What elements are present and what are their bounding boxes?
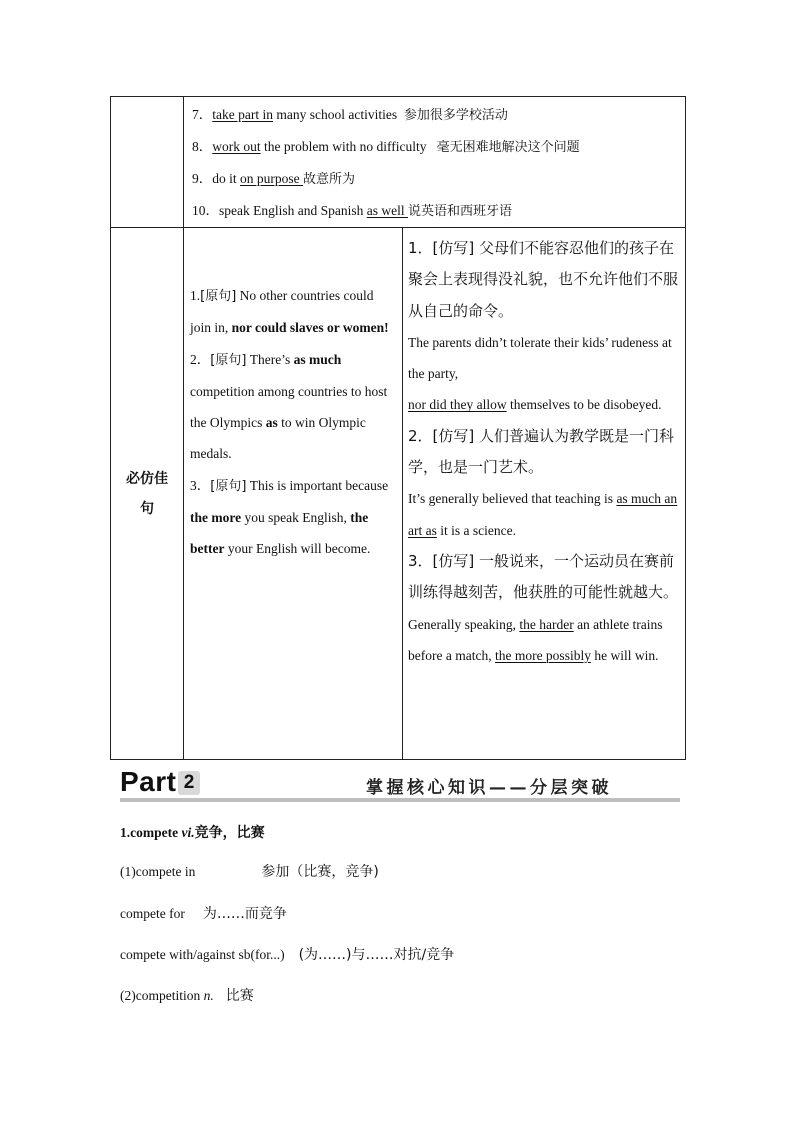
phrase-item: 7．take part in many school activities 参加很多学校活动 [192, 107, 508, 123]
phrase-item: 8．work out the problem with no difficulty 毫无困难地解决这个问题 [192, 139, 580, 155]
part-number-badge: 2 [178, 771, 200, 795]
original-sentence-3: 3．[原句] This is important because the more you speak English, the better your English will become. [190, 477, 389, 557]
imitation-3: 3．[仿写] 一般说来，一个运动员在赛前训练得越刻苦，他获胜的可能性就越大。 Generally speaking, the harder an athlete trains before a match, the more possibly he will win. [408, 551, 679, 663]
phrase-item: 9．do it on purpose 故意所为 [192, 171, 356, 187]
phrase-item: 10．speak English and Spanish as well 说英语和西班牙语 [192, 203, 513, 219]
section-label: 必仿佳 句 [111, 228, 184, 760]
original-sentence-2: 2．[原句] There’s as much competition among countries to host the Olympics as to win Olympic medals. [190, 351, 388, 462]
answer-blank: take part in [212, 107, 273, 122]
sentence-table [110, 96, 686, 760]
part-divider [120, 798, 680, 802]
knowledge-line: (1)compete in 参加（比赛，竞争) [120, 864, 379, 880]
original-sentence-1: 1.[原句] No other countries could join in, nor could slaves or women! [190, 288, 389, 336]
imitation-2: 2．[仿写] 人们普遍认为教学既是一门科学，也是一门艺术。 It’s generally believed that teaching is as much an art as it is a science. [408, 426, 678, 538]
empty-label-cell [111, 97, 184, 228]
answer-blank: nor did they allow [408, 397, 507, 413]
answer-blank: on purpose [240, 171, 304, 186]
original-sentences-cell [184, 228, 403, 760]
knowledge-line: compete for 为……而竞争 [120, 906, 287, 922]
answer-blank: the more possibly [494, 647, 591, 663]
knowledge-line: (2)competition n. 比赛 [120, 988, 254, 1004]
knowledge-line: compete with/against sb(for...) (为……)与……对抗/竞争 [120, 947, 455, 963]
answer-blank: the harder [519, 616, 574, 632]
part-label: Part [120, 766, 177, 797]
knowledge-heading: 1.compete vi.竞争，比赛 [120, 825, 265, 841]
part-title: 掌握核心知识——分层突破 [366, 778, 612, 798]
imitation-1: 1．[仿写] 父母们不能容忍他们的孩子在聚会上表现得没礼貌，也不允许他们不服从自己的命令。 The parents didn’t tolerate their kids’ rudeness at the party, nor did they allow themselves to be disobeyed. [408, 239, 679, 413]
answer-blank: as well [366, 203, 408, 218]
answer-blank: as much an art as [408, 491, 678, 538]
phrase-list-cell [184, 97, 686, 228]
part-header [120, 766, 680, 802]
imitation-sentences-cell [403, 228, 686, 760]
answer-blank: work out [212, 139, 261, 154]
